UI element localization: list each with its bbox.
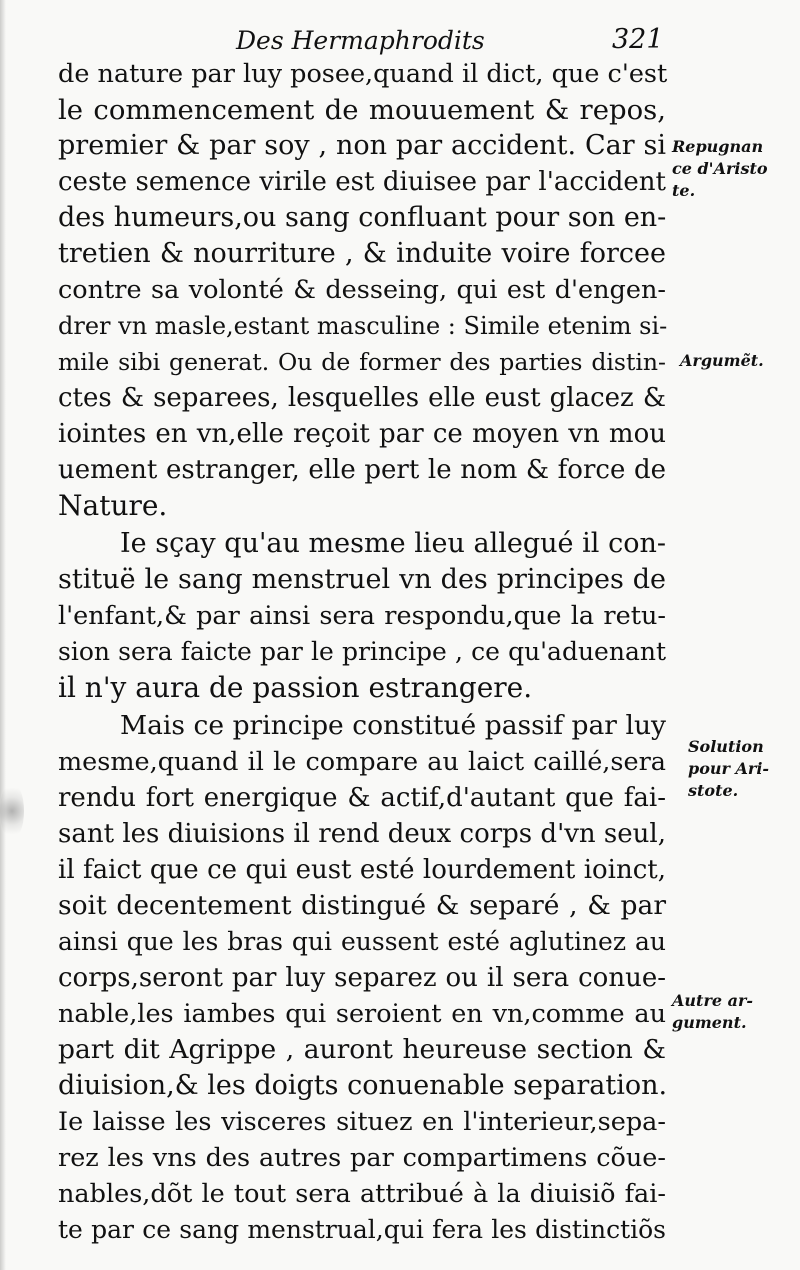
text-line: stituë le sang menstruel vn des principes de	[58, 564, 666, 595]
text-line: Mais ce principe constitué passif par luy	[120, 710, 666, 741]
text-line: premier & par soy , non par accident. Car si	[58, 130, 666, 161]
margin-note-repugnance	[672, 136, 768, 202]
page-edge-shadow	[0, 0, 6, 1270]
text-line: drer vn masle,estant masculine : Simile etenim si-	[58, 312, 668, 340]
text-line: iointes en vn,elle reçoit par ce moyen vn mou	[58, 419, 666, 449]
margin-note-line: Solution	[688, 737, 764, 756]
running-header-title: Des Hermaphrodits	[236, 26, 485, 55]
text-line: diuision,& les doigts conuenable separation.	[58, 1070, 668, 1101]
text-line: ctes & separees, lesquelles elle eust glacez &	[58, 383, 666, 413]
margin-note-solution	[688, 736, 769, 802]
text-line: Nature.	[58, 489, 168, 522]
text-line: uement estranger, elle pert le nom & force de	[58, 455, 666, 485]
text-line: il n'y aura de passion estrangere.	[58, 671, 533, 704]
margin-note-line: ce d'Aristo	[672, 159, 768, 178]
text-line: rendu fort energique & actif,d'autant que fai-	[58, 783, 666, 813]
text-line: tretien & nourriture , & induite voire forcee	[58, 238, 666, 269]
margin-note-line: gument.	[672, 1013, 747, 1032]
text-line: nable,les iambes qui seroient en vn,comme au	[58, 999, 666, 1029]
text-line: rez les vns des autres par compartimens cõue-	[58, 1143, 666, 1173]
text-line: ainsi que les bras qui eussent esté aglutinez au	[58, 927, 666, 956]
text-line: corps,seront par luy separez ou il sera conue-	[58, 963, 666, 993]
margin-note-line: Autre ar-	[672, 991, 754, 1010]
text-line: ceste semence virile est diuisee par l'accident	[58, 167, 666, 197]
text-line: le commencement de mouuement & repos,	[58, 94, 666, 126]
text-line: sant les diuisions il rend deux corps d'vn seul,	[58, 819, 666, 849]
margin-note-argument	[680, 350, 764, 372]
text-line: des humeurs,ou sang confluant pour son en-	[58, 202, 667, 233]
text-line: soit decentement distingué & separé , & par	[58, 890, 666, 921]
text-line: nables,dõt le tout sera attribué à la diuisiõ fai-	[58, 1179, 666, 1209]
text-line: contre sa volonté & desseing, qui est d'engen-	[58, 275, 666, 305]
margin-note-other-argument	[672, 990, 753, 1034]
text-line: il faict que ce qui eust esté lourdement ioinct,	[58, 855, 666, 885]
margin-note-line: Repugnan	[672, 137, 764, 156]
text-line: part dit Agrippe , auront heureuse section &	[58, 1034, 666, 1065]
margin-note-line: Argumẽt.	[680, 351, 764, 370]
margin-note-line: stote.	[688, 781, 739, 800]
text-line: mesme,quand il le compare au laict caillé,sera	[58, 747, 666, 777]
page-number: 321	[612, 24, 664, 55]
text-line: te par ce sang menstrual,qui fera les distinctiõs	[58, 1215, 666, 1244]
margin-note-line: te.	[672, 181, 696, 200]
text-line: de nature par luy posee,quand il dict, que c'est	[58, 59, 668, 89]
text-line: Ie laisse les visceres situez en l'interieur,sepa-	[58, 1107, 666, 1137]
margin-note-line: pour Ari-	[688, 759, 770, 778]
text-line: Ie sçay qu'au mesme lieu allegué il con-	[120, 528, 666, 559]
text-line: sion sera faicte par le principe , ce qu'aduenant	[58, 637, 666, 666]
paper-stain	[0, 782, 24, 840]
text-line: mile sibi generat. Ou de former des parties distin-	[58, 348, 666, 376]
text-line: l'enfant,& par ainsi sera respondu,que la retu-	[58, 601, 666, 631]
